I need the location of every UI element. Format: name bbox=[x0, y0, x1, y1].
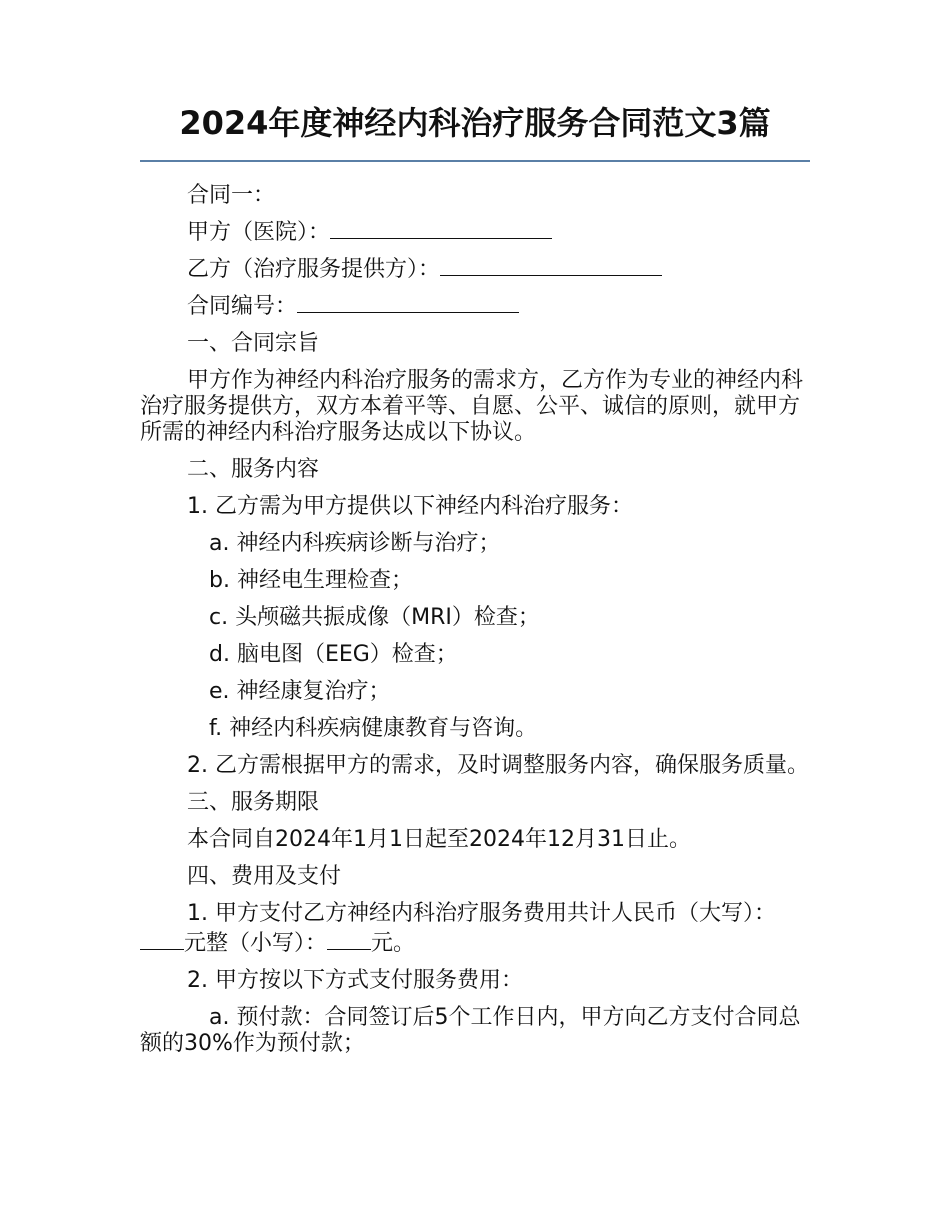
contract-no-line bbox=[140, 288, 810, 325]
fee-text-pre: 1. 甲方支付乙方神经内科治疗服务费用共计人民币（大写）： bbox=[187, 901, 776, 926]
title-underline bbox=[140, 160, 810, 162]
service-item-e: e. 神经康复治疗； bbox=[209, 679, 391, 704]
party-a-line bbox=[140, 214, 810, 251]
service-item-f: f. 神经内科疾病健康教育与咨询。 bbox=[209, 716, 538, 741]
fee-text-mid: 元整（小写）： bbox=[184, 931, 328, 956]
section-4-heading: 四、费用及支付 bbox=[187, 864, 342, 889]
contract-label: 合同一： bbox=[187, 183, 276, 208]
fee-lowercase-blank bbox=[327, 927, 371, 950]
party-a-label: 甲方（医院）： bbox=[187, 220, 331, 245]
fee-text-end: 元。 bbox=[371, 931, 416, 956]
section-4-item-2: 2. 甲方按以下方式支付服务费用： bbox=[187, 968, 523, 993]
service-item-a: a. 神经内科疾病诊断与治疗； bbox=[209, 531, 501, 556]
document-body bbox=[140, 177, 810, 1062]
section-1-heading: 一、合同宗旨 bbox=[187, 331, 320, 356]
section-2-item-2: 2. 乙方需根据甲方的需求，及时调整服务内容，确保服务质量。 bbox=[187, 753, 809, 778]
service-item-d: d. 脑电图（EEG）检查； bbox=[209, 642, 458, 667]
payment-item-a: a. 预付款：合同签订后5个工作日内，甲方向乙方支付合同总额的30%作为预付款； bbox=[140, 1005, 801, 1056]
section-2-item-1: 1. 乙方需为甲方提供以下神经内科治疗服务： bbox=[187, 494, 633, 519]
service-item-c: c. 头颅磁共振成像（MRI）检查； bbox=[209, 605, 540, 630]
section-2-heading: 二、服务内容 bbox=[187, 457, 320, 482]
section-1-text: 甲方作为神经内科治疗服务的需求方，乙方作为专业的神经内科治疗服务提供方，双方本着平等、自愿、公平、诚信的原则，就甲方所需的神经内科治疗服务达成以下协议。 bbox=[140, 368, 804, 445]
section-3-text: 本合同自2024年1月1日起至2024年12月31日止。 bbox=[187, 827, 691, 852]
fee-uppercase-blank bbox=[140, 927, 184, 950]
contract-no-blank bbox=[297, 290, 519, 313]
party-a-blank bbox=[330, 216, 552, 239]
party-b-blank bbox=[440, 253, 662, 276]
document-title: 2024年度神经内科治疗服务合同范文3篇 bbox=[179, 104, 771, 142]
section-3-heading: 三、服务期限 bbox=[187, 790, 320, 815]
contract-no-label: 合同编号： bbox=[187, 294, 298, 319]
party-b-label: 乙方（治疗服务提供方）： bbox=[187, 257, 441, 282]
section-4-item-1 bbox=[140, 895, 810, 962]
service-item-b: b. 神经电生理检查； bbox=[209, 568, 413, 593]
party-b-line bbox=[140, 251, 810, 288]
